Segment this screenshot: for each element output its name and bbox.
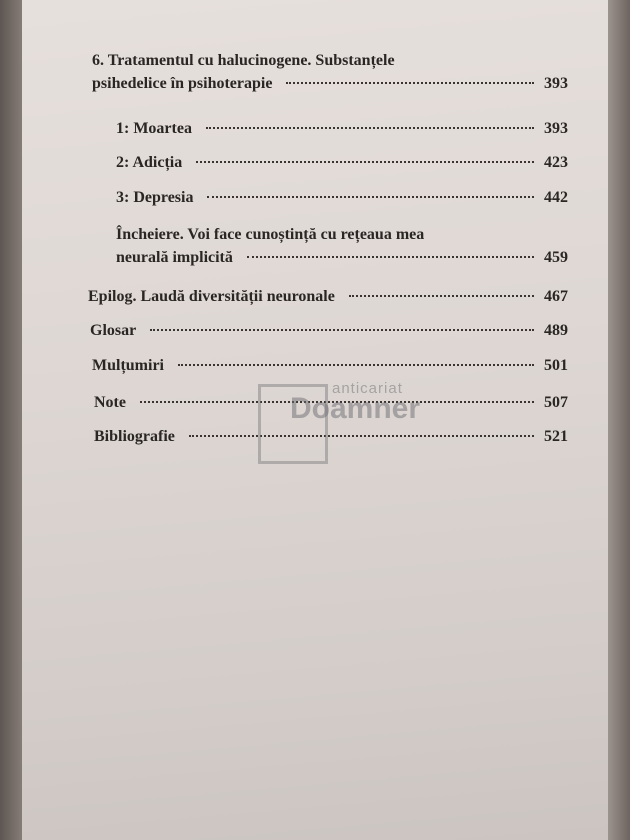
toc-page-number: 393: [544, 120, 568, 137]
toc-entry-epilog: [88, 288, 568, 306]
toc-page-number: 467: [544, 288, 568, 305]
toc-page-number: 442: [544, 189, 568, 206]
toc-title-line2: psihedelice în psihoterapie: [92, 75, 273, 92]
toc-title: 3: Depresia: [116, 189, 194, 206]
toc-title: Epilog. Laudă diversității neuronale: [88, 288, 335, 305]
toc-title: Glosar: [90, 322, 137, 339]
toc-title: 1: Moartea: [116, 120, 192, 137]
toc-entry-multumiri: [92, 357, 568, 375]
toc-page-number: 459: [544, 249, 568, 266]
toc-title: Bibliografie: [94, 428, 175, 445]
dot-leader: [206, 127, 534, 129]
toc-entry-sub3: [116, 189, 568, 207]
watermark-big-text: Doamner: [290, 392, 421, 425]
toc-page-number: 393: [544, 75, 568, 92]
dot-leader: [150, 329, 534, 331]
toc-title: Mulțumiri: [92, 357, 164, 374]
toc-page-number: 423: [544, 154, 568, 171]
toc-title-line1: Încheiere. Voi face cunoștință cu rețeaua mea: [116, 226, 425, 243]
toc-entry-sub1: [116, 120, 568, 138]
toc-entry-sub2: [116, 154, 568, 172]
dot-leader: [207, 196, 534, 198]
toc-title-line2: neurală implicită: [116, 249, 233, 266]
dot-leader: [349, 295, 534, 297]
toc-title-line1: 6. Tratamentul cu halucinogene. Substanțele: [92, 52, 395, 69]
page-edge-right: [608, 0, 630, 840]
dot-leader: [286, 82, 534, 84]
toc-page-number: 501: [544, 357, 568, 374]
page-edge-left: [0, 0, 22, 840]
toc-entry-chapter6: [92, 52, 568, 93]
watermark-small-text: anticariat: [332, 380, 403, 397]
dot-leader: [247, 256, 534, 258]
book-page: [22, 0, 608, 840]
dot-leader: [196, 161, 534, 163]
toc-entry-glosar: [90, 322, 568, 340]
toc-title: Note: [94, 394, 126, 411]
toc-title: 2: Adicția: [116, 154, 183, 171]
toc-page-number: 507: [544, 394, 568, 411]
toc-page-number: 489: [544, 322, 568, 339]
watermark-logo: [254, 380, 424, 460]
dot-leader: [178, 364, 534, 366]
toc-page-number: 521: [544, 428, 568, 445]
toc-entry-conclusion: [116, 226, 568, 267]
